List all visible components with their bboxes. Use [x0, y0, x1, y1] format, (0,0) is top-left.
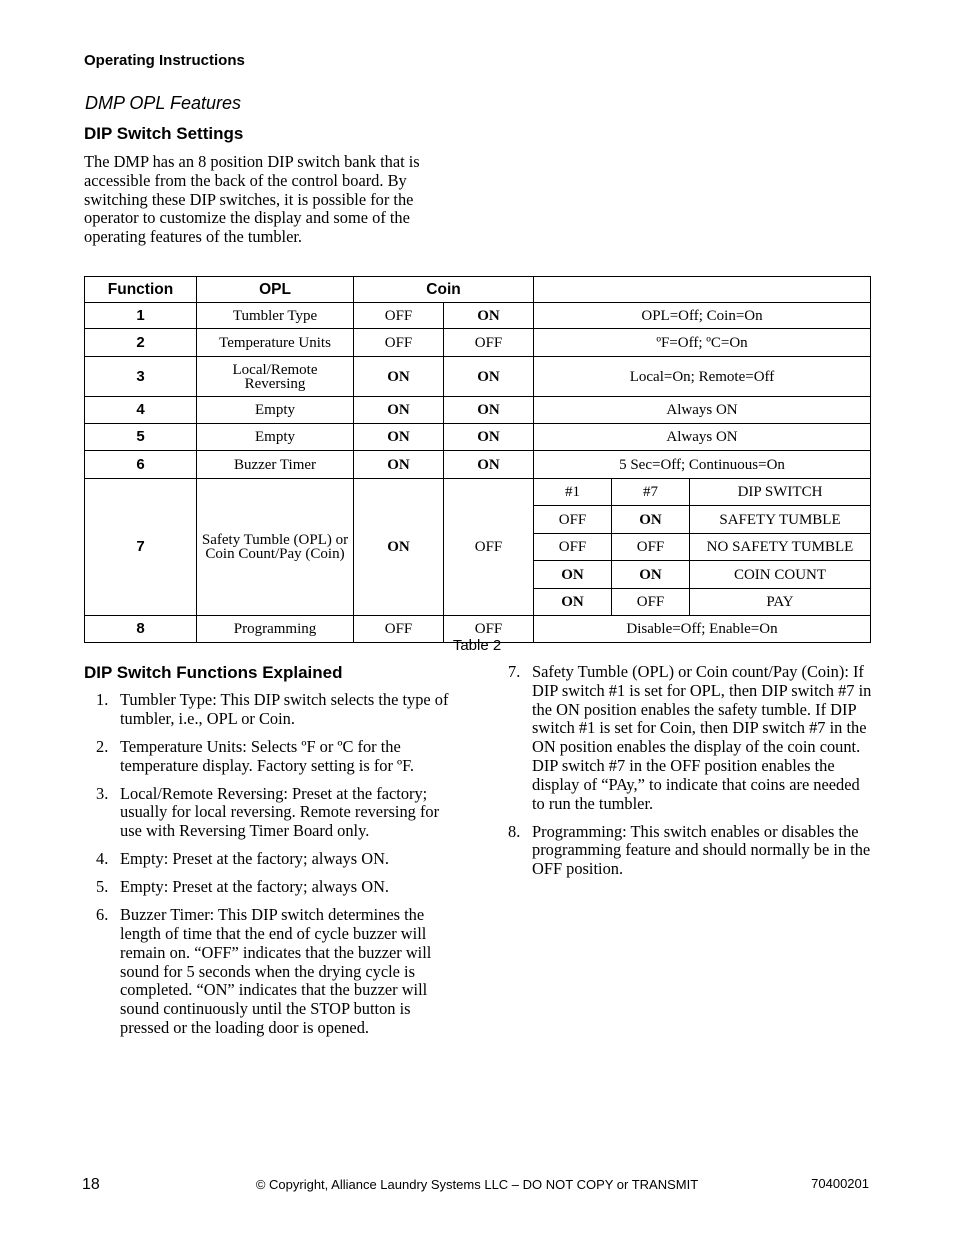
list-item [84, 850, 456, 869]
setting-note: OPL=Off; Coin=On [534, 303, 871, 329]
function-name: Safety Tumble (OPL) or Coin Count/Pay (Coin) [197, 479, 354, 616]
list-item-number: 8. [508, 821, 521, 841]
sub-switch7-value: OFF [612, 534, 690, 561]
list-item-text: Programming: This switch enables or disables the programming feature and should normally be in the OFF position. [532, 821, 871, 879]
function-name: Empty [197, 424, 354, 451]
coin-value: ON [444, 303, 534, 329]
header-extra [534, 277, 871, 303]
coin-value: OFF [444, 479, 534, 616]
sub-switch7-value: OFF [612, 589, 690, 616]
function-number: 6 [85, 451, 197, 479]
list-item-number: 1. [96, 690, 109, 709]
opl-value: ON [354, 357, 444, 397]
header-opl: OPL [197, 277, 354, 303]
list-item-text: Tumbler Type: This DIP switch selects the type of tumbler, i.e., OPL or Coin. [120, 690, 449, 728]
setting-note: 5 Sec=Off; Continuous=On [534, 451, 871, 479]
dip-settings-heading: DIP Switch Settings [84, 124, 244, 143]
table-caption: Table 2 [452, 637, 502, 654]
running-header: Operating Instructions [84, 52, 245, 69]
coin-value: OFF [444, 616, 534, 643]
page-number: 18 [82, 1176, 100, 1193]
opl-value: ON [354, 397, 444, 424]
sub-switch1-value: OFF [534, 534, 612, 561]
list-item-number: 5. [96, 877, 109, 897]
dip-switch-table [84, 276, 871, 643]
list-item-number: 6. [96, 905, 109, 925]
function-number: 8 [85, 616, 197, 643]
list-item-text: Empty: Preset at the factory; always ON. [120, 849, 390, 869]
sub-mode: PAY [690, 589, 871, 616]
function-number: 7 [85, 479, 197, 616]
list-item-text: Safety Tumble (OPL) or Coin count/Pay (Coin): If DIP switch #1 is set for OPL, then DIP switch #7 in the ON position enables the safety tumble. If DIP switch #1 is set for Coin, then DIP switch #7 in the ON position enables the display of the coin count. DIP switch #7 in the OFF position enables the display of “PAy,” to indicate that coins are needed to run the tumbler. [532, 662, 872, 813]
table-header-row [85, 277, 871, 303]
header-coin: Coin [354, 277, 534, 303]
sub-mode: COIN COUNT [690, 561, 871, 589]
sub-switch1-value: ON [534, 561, 612, 589]
list-item [496, 663, 872, 813]
list-item-text: Local/Remote Reversing: Preset at the factory; usually for local reversing. Remote reversing for use with Reversing Timer Board only. [120, 783, 440, 841]
setting-note: Always ON [534, 397, 871, 424]
table-row [85, 397, 871, 424]
sub-header-switch1: #1 [534, 479, 612, 506]
list-item-text: Buzzer Timer: This DIP switch determines the length of time that the end of cycle buzzer will remain on. “OFF” indicates that the buzzer will sound for 5 seconds when the drying cycle is completed. “ON” indicates that the buzzer will sound continuously until the STOP button is pressed or the loading door is opened. [120, 905, 432, 1037]
list-item-text: Empty: Preset at the factory; always ON. [120, 877, 390, 897]
function-name: Local/Remote Reversing [197, 357, 354, 397]
coin-value: ON [444, 451, 534, 479]
sub-switch1-value: OFF [534, 506, 612, 534]
table-row [85, 451, 871, 479]
setting-note: Disable=Off; Enable=On [534, 616, 871, 643]
list-item [84, 691, 456, 729]
copyright-notice: © Copyright, Alliance Laundry Systems LLC – DO NOT COPY or TRANSMIT [255, 1177, 699, 1192]
sub-switch7-value: ON [612, 506, 690, 534]
opl-value: OFF [354, 329, 444, 357]
coin-value: ON [444, 397, 534, 424]
function-name: Buzzer Timer [197, 451, 354, 479]
table-row [85, 357, 871, 397]
function-name: Programming [197, 616, 354, 643]
function-number: 1 [85, 303, 197, 329]
table-row [85, 303, 871, 329]
table-row [85, 329, 871, 357]
sub-mode: SAFETY TUMBLE [690, 506, 871, 534]
list-item-number: 7. [508, 662, 521, 681]
list-item [84, 785, 456, 841]
opl-value: ON [354, 424, 444, 451]
opl-value: ON [354, 451, 444, 479]
sub-header-switch7: #7 [612, 479, 690, 506]
function-name: Empty [197, 397, 354, 424]
table-row [85, 479, 871, 506]
opl-value: OFF [354, 303, 444, 329]
function-number: 5 [85, 424, 197, 451]
sub-switch1-value: ON [534, 589, 612, 616]
function-name: Tumbler Type [197, 303, 354, 329]
coin-value: ON [444, 357, 534, 397]
functions-explained-heading: DIP Switch Functions Explained [84, 663, 343, 682]
opl-value: ON [354, 479, 444, 616]
functions-list-right [496, 663, 872, 888]
header-function: Function [85, 277, 197, 303]
list-item [84, 906, 456, 1038]
functions-list-left [84, 691, 456, 1047]
opl-value: OFF [354, 616, 444, 643]
list-item [496, 823, 872, 879]
function-name: Temperature Units [197, 329, 354, 357]
intro-paragraph: The DMP has an 8 position DIP switch bank that is accessible from the back of the control board. By switching these DIP switches, it is possible for the operator to customize the display and some of the operating features of the tumbler. [84, 152, 420, 247]
coin-value: OFF [444, 329, 534, 357]
sub-switch7-value: ON [612, 561, 690, 589]
list-item [84, 878, 456, 897]
list-item [84, 738, 456, 776]
setting-note: Always ON [534, 424, 871, 451]
function-number: 2 [85, 329, 197, 357]
coin-value: ON [444, 424, 534, 451]
function-number: 4 [85, 397, 197, 424]
list-item-number: 3. [96, 783, 109, 803]
table-row [85, 424, 871, 451]
function-number: 3 [85, 357, 197, 397]
list-item-number: 2. [96, 736, 109, 756]
list-item-text: Temperature Units: Selects ºF or ºC for the temperature display. Factory setting is for ºF. [120, 736, 415, 775]
setting-note: ºF=Off; ºC=On [534, 329, 871, 357]
setting-note: Local=On; Remote=Off [534, 357, 871, 397]
document-number: 70400201 [811, 1176, 869, 1191]
section-title: DMP OPL Features [85, 93, 242, 113]
sub-header-dip-switch: DIP SWITCH [690, 479, 871, 506]
list-item-number: 4. [96, 849, 109, 869]
sub-mode: NO SAFETY TUMBLE [690, 534, 871, 561]
